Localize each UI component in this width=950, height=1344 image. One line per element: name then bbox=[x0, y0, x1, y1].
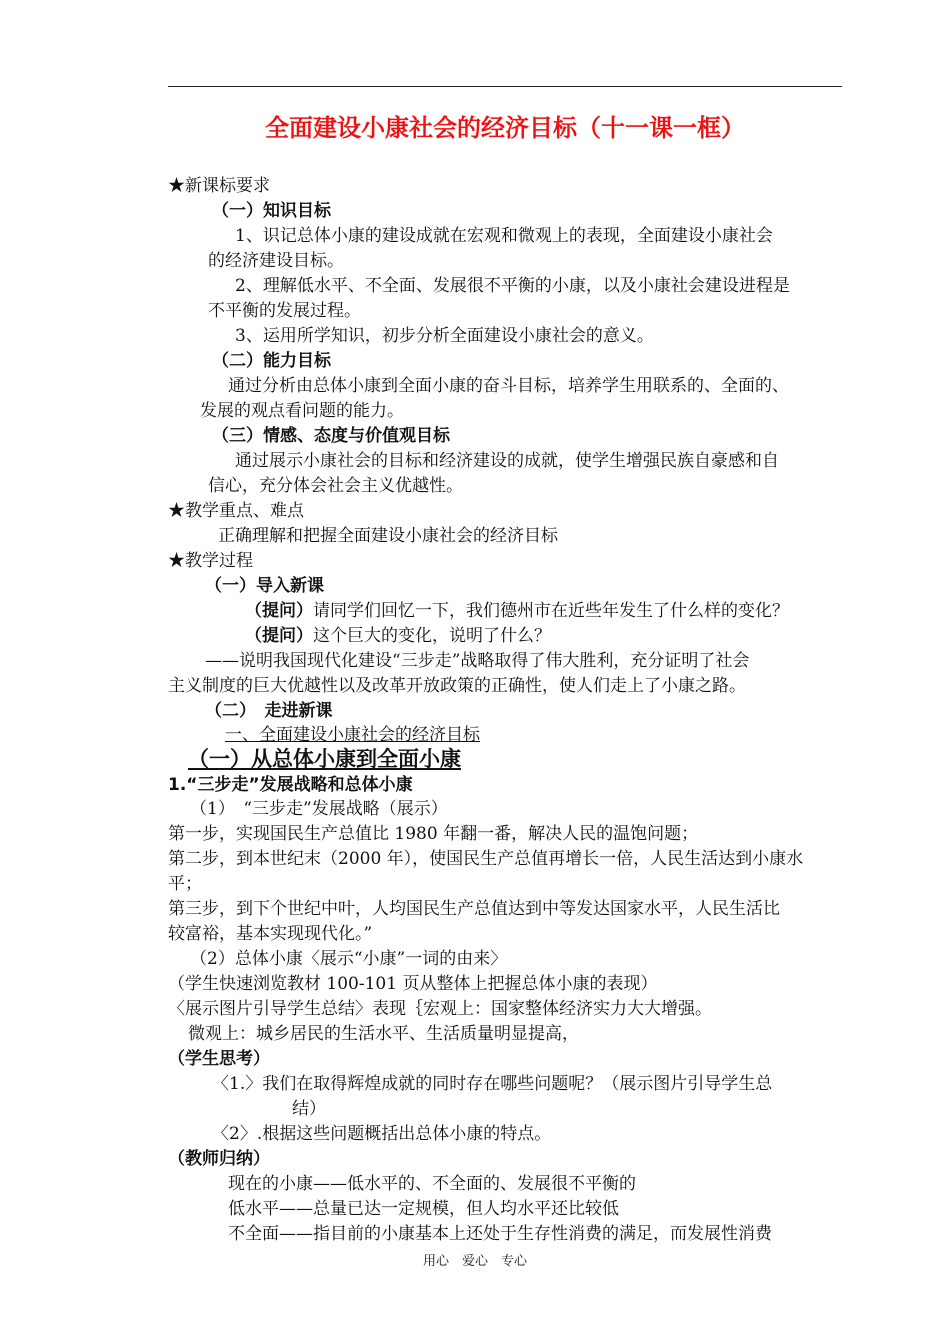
subsection-title-underlined: （一）从总体小康到全面小康 bbox=[188, 747, 461, 771]
section-heading: ★教学重点、难点 bbox=[168, 501, 304, 521]
paragraph-line: 通过展示小康社会的目标和经济建设的成就，使学生增强民族自豪感和自 bbox=[235, 451, 779, 471]
paragraph-line: 〈1.〉我们在取得辉煌成就的同时存在哪些问题呢？（展示图片引导学生总 bbox=[212, 1074, 773, 1094]
subsection-heading: （二） 走进新课 bbox=[205, 701, 333, 721]
paragraph-line: 1、识记总体小康的建设成就在宏观和微观上的表现，全面建设小康社会 bbox=[235, 226, 773, 246]
paragraph-line: 〈展示图片引导学生总结〉表现｛宏观上：国家整体经济实力大大增强。 bbox=[168, 999, 712, 1019]
paragraph-line: 主义制度的巨大优越性以及改革开放政策的正确性，使人们走上了小康之路。 bbox=[168, 676, 746, 696]
page-footer: 用心 爱心 专心 bbox=[422, 1254, 527, 1269]
section-title-underlined: 一、全面建设小康社会的经济目标 bbox=[225, 725, 480, 745]
paragraph-line: 发展的观点看问题的能力。 bbox=[200, 401, 404, 421]
question-text: 请同学们回忆一下，我们德州市在近些年发生了什么样的变化？ bbox=[313, 601, 789, 621]
paragraph-line: 2、理解低水平、不全面、发展很不平衡的小康，以及小康社会建设进程是 bbox=[235, 276, 790, 296]
point-heading: 1.“三步走”发展战略和总体小康 bbox=[168, 775, 413, 795]
activity-heading: （学生思考） bbox=[168, 1049, 270, 1069]
question-tag: （提问） bbox=[245, 601, 313, 621]
paragraph-line: 微观上：城乡居民的生活水平、生活质量明显提高， bbox=[188, 1024, 579, 1044]
subsection-heading: （一）导入新课 bbox=[205, 576, 324, 596]
paragraph-line: 第一步，实现国民生产总值比 1980 年翻一番，解决人民的温饱问题； bbox=[168, 824, 699, 844]
page-title: 全面建设小康社会的经济目标（十一课一框） bbox=[265, 114, 745, 142]
subsection-heading: （三）情感、态度与价值观目标 bbox=[212, 426, 450, 446]
subsection-heading: （一）知识目标 bbox=[212, 201, 331, 221]
section-heading: ★教学过程 bbox=[168, 551, 253, 571]
paragraph-line: 不全面——指目前的小康基本上还处于生存性消费的满足，而发展性消费 bbox=[228, 1224, 772, 1244]
paragraph-line: ——说明我国现代化建设“三步走”战略取得了伟大胜利，充分证明了社会 bbox=[205, 651, 750, 671]
paragraph-line: （学生快速浏览教材 100-101 页从整体上把握总体小康的表现） bbox=[168, 974, 658, 994]
question-line bbox=[245, 625, 551, 647]
paragraph-line: （1） “三步走”发展战略（展示） bbox=[190, 799, 448, 819]
paragraph-line: 〈2〉.根据这些问题概括出总体小康的特点。 bbox=[212, 1124, 552, 1144]
paragraph-line: 平； bbox=[168, 874, 202, 894]
question-text: 这个巨大的变化，说明了什么？ bbox=[313, 626, 551, 646]
paragraph-line: 低水平——总量已达一定规模，但人均水平还比较低 bbox=[228, 1199, 619, 1219]
paragraph-line: 结） bbox=[292, 1099, 326, 1119]
question-line bbox=[245, 600, 789, 622]
question-tag: （提问） bbox=[245, 626, 313, 646]
paragraph-line: 现在的小康——低水平的、不全面的、发展很不平衡的 bbox=[228, 1174, 636, 1194]
paragraph-line: 较富裕，基本实现现代化。” bbox=[168, 924, 373, 944]
paragraph-line: 的经济建设目标。 bbox=[208, 251, 344, 271]
paragraph-line: 第二步，到本世纪末（2000 年），使国民生产总值再增长一倍，人民生活达到小康水 bbox=[168, 849, 804, 869]
paragraph-line: 通过分析由总体小康到全面小康的奋斗目标，培养学生用联系的、全面的、 bbox=[228, 376, 789, 396]
header-rule bbox=[168, 86, 842, 87]
paragraph-line: 正确理解和把握全面建设小康社会的经济目标 bbox=[218, 526, 558, 546]
subsection-heading: （二）能力目标 bbox=[212, 351, 331, 371]
paragraph-line: 3、运用所学知识，初步分析全面建设小康社会的意义。 bbox=[235, 326, 654, 346]
paragraph-line: （2）总体小康〈展示“小康”一词的由来〉 bbox=[190, 949, 508, 969]
activity-heading: （教师归纳） bbox=[168, 1149, 270, 1169]
paragraph-line: 不平衡的发展过程。 bbox=[208, 301, 361, 321]
section-heading: ★新课标要求 bbox=[168, 176, 270, 196]
paragraph-line: 信心，充分体会社会主义优越性。 bbox=[208, 476, 463, 496]
paragraph-line: 第三步，到下个世纪中叶，人均国民生产总值达到中等发达国家水平，人民生活比 bbox=[168, 899, 780, 919]
